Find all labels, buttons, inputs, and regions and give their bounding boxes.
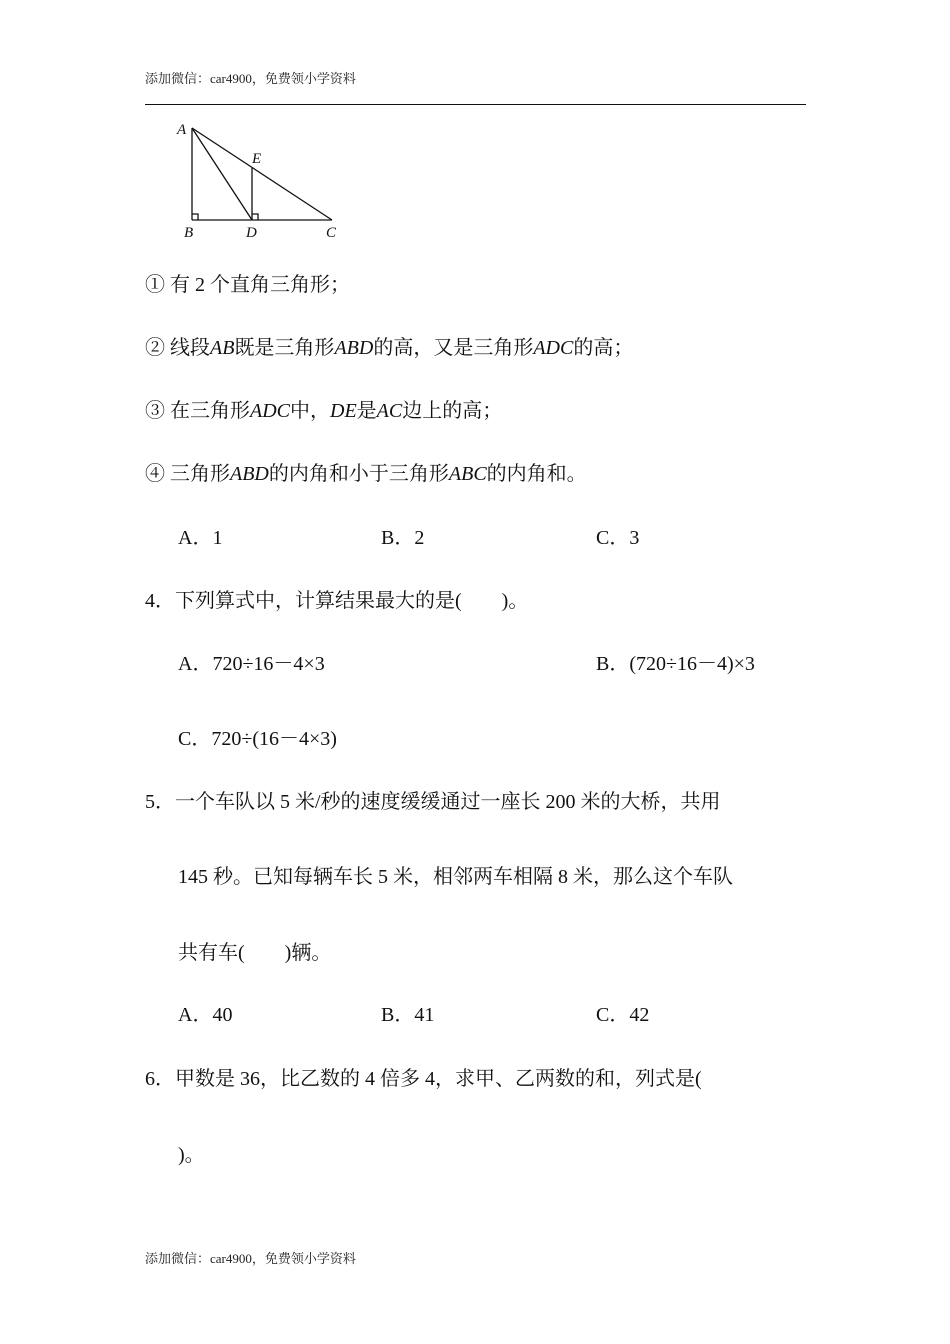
q4-option-a: A．720÷16－4×3 <box>178 653 325 675</box>
q5-line-2: 145 秒。已知每辆车长 5 米，相邻两车相隔 8 米，那么这个车队 <box>178 866 733 888</box>
q3-option-b: B．2 <box>381 527 425 549</box>
page-footer: 添加微信：car4900，免费领小学资料 <box>145 1251 356 1266</box>
page-header: 添加微信：car4900，免费领小学资料 <box>145 71 356 86</box>
statement-4: ④ 三角形ABD的内角和小于三角形ABC的内角和。 <box>145 463 587 485</box>
q4-option-c: C．720÷(16－4×3) <box>178 728 337 750</box>
label-e: E <box>252 151 262 167</box>
statement-1: ① 有 2 个直角三角形； <box>145 274 350 296</box>
header-rule <box>145 104 806 105</box>
q5-line-1: 5．一个车队以 5 米/秒的速度缓缓通过一座长 200 米的大桥，共用 <box>145 791 721 813</box>
q5-option-b: B．41 <box>381 1004 435 1026</box>
statement-2: ② 线段AB既是三角形ABD的高，又是三角形ADC的高； <box>145 337 634 359</box>
q5-line-3: 共有车( )辆。 <box>178 942 332 964</box>
q5-option-c: C．42 <box>596 1004 650 1026</box>
q5-option-a: A．40 <box>178 1004 233 1026</box>
statement-3: ③ 在三角形ADC中，DE是AC边上的高； <box>145 400 503 422</box>
label-a: A <box>177 122 187 138</box>
q3-option-c: C．3 <box>596 527 640 549</box>
q4-option-b: B．(720÷16－4)×3 <box>596 653 755 675</box>
label-c: C <box>326 225 337 241</box>
triangle-figure <box>170 116 350 246</box>
q6-line-1: 6．甲数是 36，比乙数的 4 倍多 4，求甲、乙两数的和，列式是( <box>145 1068 702 1090</box>
q6-line-2: )。 <box>178 1144 205 1166</box>
label-d: D <box>246 225 257 241</box>
label-b: B <box>184 225 194 241</box>
q3-option-a: A．1 <box>178 527 223 549</box>
q4-stem: 4．下列算式中，计算结果最大的是( )。 <box>145 590 529 612</box>
